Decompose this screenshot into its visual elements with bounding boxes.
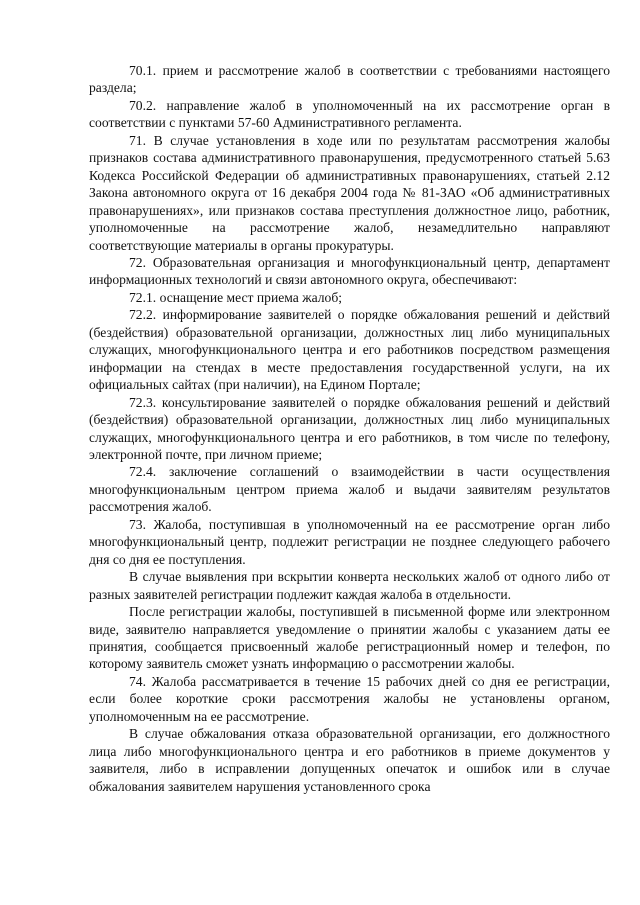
paragraph-73-envelope: В случае выявления при вскрытии конверта нескольких жалоб от одного либо от разных заявителей регистрации подлежит каждая жалоба в отдельности. xyxy=(89,569,610,602)
paragraph-72-2: 72.2. информирование заявителей о порядке обжалования решений и действий (бездействия) образовательной организации, должностных лиц либо муниципальных служащих, многофункционального центра и его работников посредством размещения информации на стендах в месте предоставления государственной услуги, на их официальных сайтах (при наличии), на Едином Портале; xyxy=(89,307,610,393)
paragraph-73: 73. Жалоба, поступившая в уполномоченный на ее рассмотрение орган либо многофункциональный центр, подлежит регистрации не позднее следующего рабочего дня со дня ее поступления. xyxy=(89,516,610,567)
paragraph-70-2: 70.2. направление жалоб в уполномоченный на их рассмотрение орган в соответствии с пунктами 57-60 Административного регламента. xyxy=(89,97,610,131)
paragraph-74-appeal: В случае обжалования отказа образовательной организации, его должностного лица либо многофункционального центра и его работников в приеме документов у заявителя, либо в исправлении допущенных опечаток и ошибок или в случае обжалования заявителем нарушения установленного срока xyxy=(89,726,610,794)
paragraph-72: 72. Образовательная организация и многофункциональный центр, департамент информационных технологий и связи автономного округа, обеспечивают: xyxy=(89,254,610,288)
paragraph-72-3: 72.3. консультирование заявителей о порядке обжалования решений и действий (бездействия) образовательной организации, должностных лиц либо муниципальных служащих, многофункционального центра и его работников, в том числе по телефону, электронной почте, при личном приеме; xyxy=(89,394,610,462)
paragraph-72-1: 72.1. оснащение мест приема жалоб; xyxy=(129,289,343,305)
paragraph-73-notification: После регистрации жалобы, поступившей в письменной форме или электронном виде, заявителю направляется уведомление о принятии жалобы с указанием даты ее принятия, сообщается присвоенный жалобе регистрационный номер и телефон, по которому заявитель сможет узнать информацию о рассмотрении жалобы. xyxy=(89,604,610,672)
paragraph-74: 74. Жалоба рассматривается в течение 15 рабочих дней со дня ее регистрации, если более короткие сроки рассмотрения жалобы не установлены органом, уполномоченным на ее рассмотрение. xyxy=(89,673,610,724)
paragraph-71: 71. В случае установления в ходе или по результатам рассмотрения жалобы признаков состава административного правонарушения, предусмотренного статьей 5.63 Кодекса Российской Федерации об административных правонарушениях, статьей 2.12 Закона автономного округа от 16 декабря 2004 года № 81-ЗАО «Об административных правонарушениях», или признаков состава преступления должностное лицо, работник, уполномоченные на рассмотрение жалоб, незамедлительно направляют соответствующие материалы в органы прокуратуры. xyxy=(89,132,610,253)
document-page xyxy=(89,62,610,795)
paragraph-72-4: 72.4. заключение соглашений о взаимодействии в части осуществления многофункциональным центром приема жалоб и выдачи заявителям результатов рассмотрения жалоб. xyxy=(89,464,610,515)
paragraph-70-1: 70.1. прием и рассмотрение жалоб в соответствии с требованиями настоящего раздела; xyxy=(89,63,610,96)
